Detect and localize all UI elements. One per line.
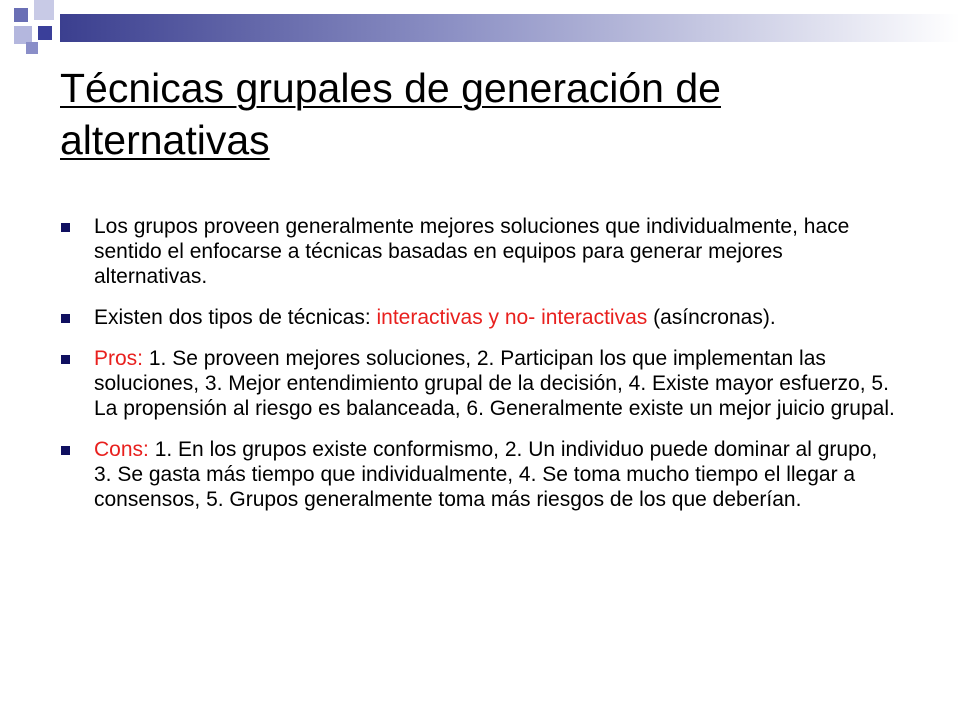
- slide-title: Técnicas grupales de generación de alternativas: [60, 65, 721, 163]
- bullet-item: [56, 437, 896, 512]
- bullet-item: [56, 214, 896, 289]
- bullet-highlight: interactivas y no- interactivas: [376, 306, 648, 329]
- bullet-text: 1. Se proveen mejores soluciones, 2. Participan los que implementan las soluciones, 3. Mejor entendimiento grupal de la decisión, 4. Existe mayor esfuerzo, 5. La propensión al riesgo es balanceada, 6. Generalmente existe un mejor juicio grupal.: [94, 347, 895, 420]
- bullet-highlight-pros: Pros:: [94, 347, 144, 370]
- bullet-highlight-cons: Cons:: [94, 438, 149, 461]
- bullet-text-after: (asíncronas).: [647, 306, 776, 329]
- decorative-square: [26, 42, 38, 54]
- bullet-text: Los grupos proveen generalmente mejores soluciones que individualmente, hace sentido el enfocarse a técnicas basadas en equipos para generar mejores alternativas.: [94, 215, 850, 288]
- square-bullet-icon: [61, 314, 70, 323]
- square-bullet-icon: [61, 223, 70, 232]
- decorative-square: [38, 26, 52, 40]
- bullet-text: Existen dos tipos de técnicas:: [94, 306, 377, 329]
- bullet-item: [56, 346, 896, 421]
- decorative-square: [14, 8, 28, 22]
- bullet-text: 1. En los grupos existe conformismo, 2. Un individuo puede dominar al grupo, 3. Se gasta más tiempo que individualmente, 4. Se toma mucho tiempo el llegar a consensos, 5. Grupos generalmente toma más riesgos de los que deberían.: [94, 438, 878, 511]
- bullet-item: [56, 305, 896, 330]
- square-bullet-icon: [61, 446, 70, 455]
- decorative-header-bar: [60, 14, 960, 42]
- decorative-square: [34, 0, 54, 20]
- bullet-list: [56, 214, 896, 528]
- square-bullet-icon: [61, 355, 70, 364]
